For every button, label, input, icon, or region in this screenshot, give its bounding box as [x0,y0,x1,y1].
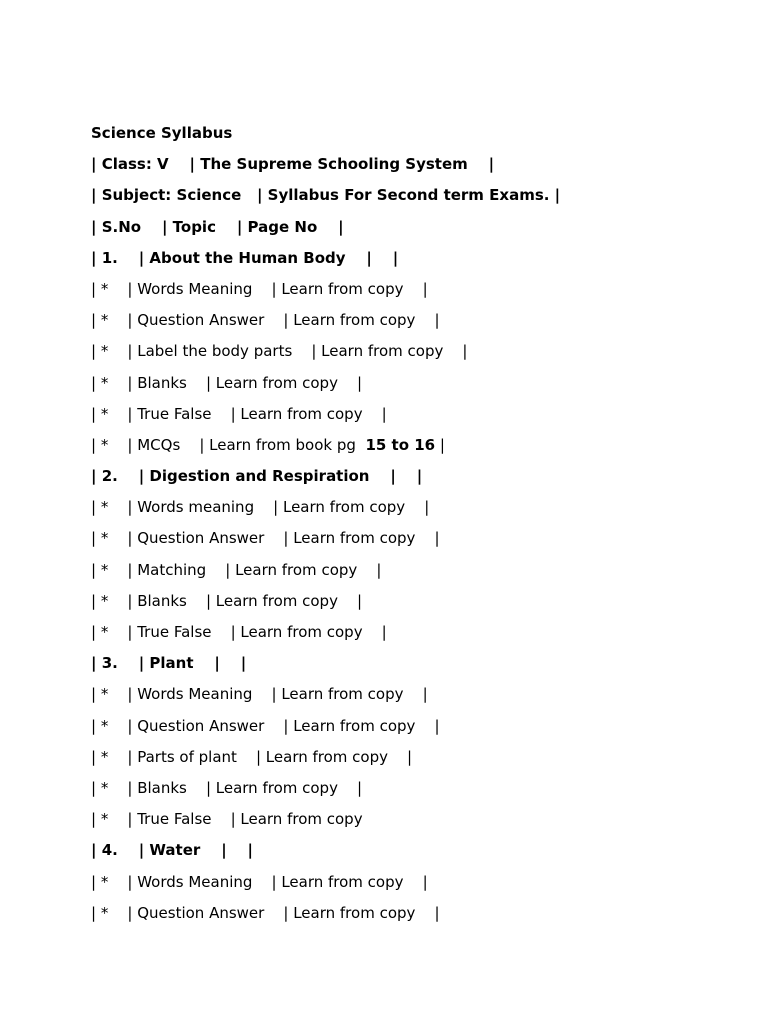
topic-row: | 2. | Digestion and Respiration | | [91,467,423,486]
syllabus-item-row: | * | Question Answer | Learn from copy | [91,529,440,548]
syllabus-item-row: | * | Words Meaning | Learn from copy | [91,685,428,704]
syllabus-item-row: | * | Matching | Learn from copy | [91,560,382,579]
syllabus-item-row: | * | Words meaning | Learn from copy | [91,498,430,517]
syllabus-item-row: | * | True False | Learn from copy | [91,623,387,641]
syllabus-item-row: | * | Blanks | Learn from copy | [91,591,363,610]
mcqs-text: | * | MCQs | Learn from book pg [91,435,366,454]
topic-row: | 1. | About the Human Body | | [91,248,399,267]
topic-row: | 3. | Plant | | [91,654,247,673]
mcqs-suffix: | [435,435,445,454]
syllabus-item-row: | * | Words Meaning | Learn from copy | [91,872,428,891]
mcqs-page-range: 15 to 16 [365,435,436,454]
header-row-columns: | S.No | Topic | Page No | [91,217,344,236]
syllabus-document [91,123,751,934]
syllabus-item-row: | * | Question Answer | Learn from copy | [91,716,440,735]
syllabus-item-row: | * | Blanks | Learn from copy | [91,373,363,392]
syllabus-item-row: | * | True False | Learn from copy | [91,404,387,423]
header-row-subject: | Subject: Science | Syllabus For Second term Exams. | [91,186,561,205]
topic-row: | 4. | Water | | [91,841,254,860]
syllabus-item-row: | * | Question Answer | Learn from copy | [91,311,440,330]
syllabus-item-row: | * | Question Answer | Learn from copy | [91,903,440,922]
header-row-class: | Class: V | The Supreme Schooling System | [91,155,495,174]
syllabus-item-row: | * | Label the body parts | Learn from copy | [91,342,468,361]
syllabus-item-row-mcqs [91,435,751,466]
document-title: Science Syllabus [91,124,233,142]
syllabus-item-row: | * | True False | Learn from copy [91,810,363,829]
syllabus-item-row: | * | Blanks | Learn from copy | [91,778,363,797]
syllabus-item-row: | * | Words Meaning | Learn from copy | [91,279,428,298]
syllabus-item-row: | * | Parts of plant | Learn from copy | [91,747,413,766]
